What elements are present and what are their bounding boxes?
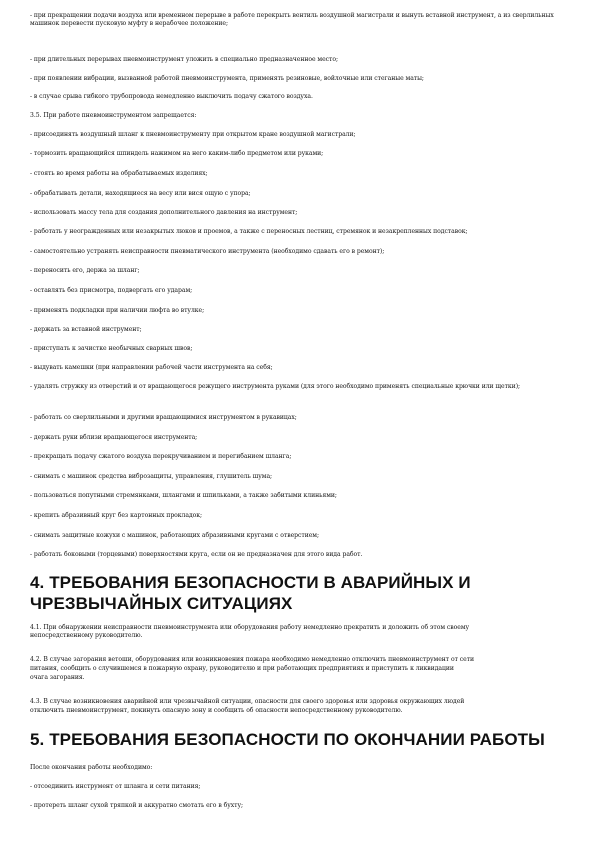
list-item: - протереть шланг сухой тряпкой и аккуратно смотать его в бухту; <box>30 802 243 809</box>
list-item: - при длительных перерывах пневмоинструмент уложить в специально предназначенное место; <box>30 56 338 63</box>
list-item: - отсоединить инструмент от шланга и сети питания; <box>30 783 201 790</box>
list-item: - обрабатывать детали, находящиеся на весу или вися ощую с упора; <box>30 190 251 197</box>
paragraph-line: После окончания работы необходимо: <box>30 764 153 771</box>
paragraph-line: отключить пневмоинструмент, покинуть опасную зону и сообщить об опасности непосредственному руководителю. <box>30 707 403 714</box>
paragraph-line: 4.2. В случае загорания ветоши, оборудования или возникновения пожара необходимо немедленно отключить пневмоинструмент от сети <box>30 656 475 663</box>
paragraph-line: 4.3. В случае возникновения аварийной или чрезвычайной ситуации, опасности для своего здоровья или здоровья окружающих людей <box>30 698 465 705</box>
list-item: - применять подкладки при наличии люфта во втулке; <box>30 307 205 314</box>
paragraph-line: 4.1. При обнаружении неисправности пневмоинструмента или оборудования работу немедленно прекратить и доложить об этом своему <box>30 624 470 631</box>
subsection-title: 3.5. При работе пневмоинструментом запрещается: <box>30 112 197 119</box>
list-item: - переносить его, держа за шланг; <box>30 267 140 274</box>
list-item: - самостоятельно устранять неисправности пневматического инструмента (необходимо сдавать его в ремонт); <box>30 248 385 255</box>
list-item: - прекращать подачу сжатого воздуха перекручиванием и перегибанием шланга; <box>30 453 292 460</box>
list-item: - при прекращении подачи воздуха или временном перерыве в работе перекрыть вентиль воздушной магистрали и вынуть вставной инструмент, а из сверлильных машинок перевести пусковую муфту в нерабочее положение; <box>30 12 554 27</box>
list-item: - использовать массу тела для создания дополнительного давления на инструмент; <box>30 209 298 216</box>
list-item: - снимать с машинок средства виброзащиты, управления, глушитель шума; <box>30 473 273 480</box>
paragraph-line: питания, сообщить о случившемся в пожарную охрану, руководителю и при работающих предприятиях и приступить к ликвидации <box>30 665 454 672</box>
list-item: - в случае срыва гибкого трубопровода немедленно выключить подачу сжатого воздуха. <box>30 93 313 100</box>
list-item: - работать у неогражденных или незакрытых люков и проемов, а также с переносных лестниц, стремянок и незакрепленных подставок; <box>30 228 468 235</box>
list-item: - тормозить вращающийся шпиндель нажимом на него каким-либо предметом или руками; <box>30 150 324 157</box>
section-heading: 4. ТРЕБОВАНИЯ БЕЗОПАСНОСТИ В АВАРИЙНЫХ И <box>30 573 471 592</box>
list-item: - работать боковыми (торцевыми) поверхностями круга, если он не предназначен для этого вида работ. <box>30 551 363 558</box>
list-item: - при появлении вибрации, вызванной работой пневмоинструмента, применять резиновые, войлочные или стеганые маты; <box>30 75 424 82</box>
list-item: - стоять во время работы на обрабатываемых изделиях; <box>30 170 208 177</box>
list-item: - снимать защитные кожухи с машинок, работающих абразивными кругами с отверстием; <box>30 532 319 539</box>
list-item: - присоединять воздушный шланг к пневмоинструменту при открытом кране воздушной магистрали; <box>30 131 356 138</box>
paragraph-line: непосредственному руководителю. <box>30 632 143 639</box>
list-item: - держать руки вблизи вращающегося инструмента; <box>30 434 198 441</box>
list-item: - выдувать камешки (при направлении рабочей части инструмента на себя; <box>30 364 273 371</box>
list-item: - крепить абразивный круг без картонных прокладок; <box>30 512 203 519</box>
section-heading: 5. ТРЕБОВАНИЯ БЕЗОПАСНОСТИ ПО ОКОНЧАНИИ РАБОТЫ <box>30 730 545 749</box>
list-item: - держать за вставной инструмент; <box>30 326 142 333</box>
list-item: - удалять стружку из отверстий и от вращающегося режущего инструмента руками (для этого необходимо применять специальные крючки или щетки); <box>30 383 521 390</box>
list-item: - работать со сверлильными и другими вращающимися инструментом в рукавицах; <box>30 414 297 421</box>
list-item: - оставлять без присмотра, подвергать его ударам; <box>30 287 193 294</box>
list-item: - пользоваться попутными стремянками, шлангами и шпильками, а также забитыми клиньями; <box>30 492 337 499</box>
list-item: - приступать к зачистке необычных сварных швов; <box>30 345 193 352</box>
section-heading: ЧРЕЗВЫЧАЙНЫХ СИТУАЦИЯХ <box>30 594 293 613</box>
paragraph-line: очага загорания. <box>30 674 85 681</box>
